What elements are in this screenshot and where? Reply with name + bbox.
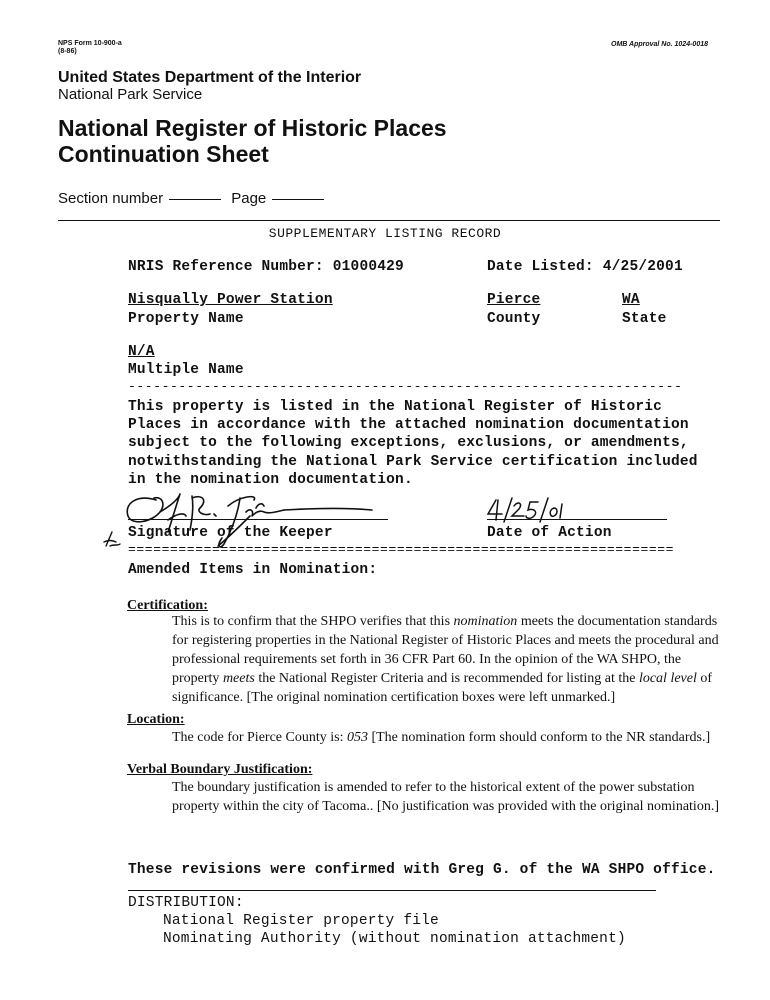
section-page-line [58,190,330,207]
statement-line: subject to the following exceptions, exclusions, or amendments, [128,435,689,452]
boundary-heading: Verbal Boundary Justification: [127,762,313,777]
text-run: This is to confirm that the SHPO verifies that this [172,614,454,629]
department-name: United States Department of the Interior [58,69,362,86]
page-number-blank [272,198,324,200]
header-rule [58,220,720,221]
state-value: WA [622,292,640,308]
nris-value: 01000429 [332,259,404,275]
date-listed-value: 4/25/2001 [602,259,683,275]
text-run: meets the documentation standards [517,614,718,629]
title-line-2: Continuation Sheet [58,141,269,167]
certification-heading: Certification: [127,598,208,613]
certification-line [172,612,732,631]
form-id: NPS Form 10-900-a [58,40,122,47]
location-text [172,728,732,747]
nris-label: NRIS Reference Number: [128,259,324,275]
multiple-name-label: Multiple Name [128,362,244,378]
form-id-block [58,40,122,56]
record-heading: SUPPLEMENTARY LISTING RECORD [268,226,502,241]
text-run: the National Register Criteria and is recommended for listing at the [254,671,639,686]
text-run: nomination [453,614,518,629]
distribution-list [163,912,626,948]
multiple-name-value: N/A [128,344,155,360]
text-run: property [172,671,223,686]
page-title [58,115,447,167]
dash-rule: ------------------------------------------------------------------ [128,379,683,394]
property-name-label: Property Name [128,311,244,327]
amended-heading: Amended Items in Nomination: [128,562,378,578]
service-name: National Park Service [58,86,203,103]
text-run: meets [222,671,255,686]
location-heading: Location: [127,712,185,727]
statement-line: This property is listed in the National Register of Historic [128,399,663,415]
text-run: local level [638,671,697,686]
certification-line [172,669,732,688]
certification-line: significance. [The original nomination certification boxes were left unmarked.] [172,690,616,705]
boundary-line: property within the city of Tacoma.. [No justification was provided with the original nomination.] [172,799,719,814]
statement-line: in the nomination documentation. [128,471,413,488]
certification-text [172,612,732,707]
section-number-blank [169,198,221,200]
date-listed-label: Date Listed: [487,259,594,275]
title-line-1: National Register of Historic Places [58,115,447,141]
county-label: County [487,311,541,327]
nris-reference [128,259,404,275]
form-date: (8-86) [58,48,77,55]
date-listed [487,259,683,275]
initials-mark [100,530,122,550]
text-run: The code for Pierce County is: [172,730,347,745]
equals-rule: ================================================================= [128,542,675,557]
statement-line: Places in accordance with the attached nomination documentation [128,417,689,434]
listing-statement [128,398,698,489]
distribution-rule [128,890,656,891]
county-code: 053 [346,730,368,745]
signature-label: Signature of the Keeper [128,525,333,541]
statement-line: notwithstanding the National Park Service certification included [128,453,698,470]
omb-approval: OMB Approval No. 1024-0018 [611,41,708,48]
distribution-item: Nominating Authority (without nomination attachment) [163,931,626,947]
distribution-label: DISTRIBUTION: [128,895,244,911]
text-run: [The nomination form should conform to the NR standards.] [367,730,711,745]
property-name-value: Nisqually Power Station [128,292,333,308]
boundary-line: The boundary justification is amended to refer to the historical extent of the power substation [172,780,695,795]
text-run: of [696,671,713,686]
date-of-action-label: Date of Action [487,525,612,541]
certification-line: for registering properties in the National Register of Historic Places and meets the procedural and [172,633,719,648]
state-label: State [622,311,667,327]
page-label: Page [231,190,267,207]
date-of-action-line [487,519,667,520]
section-number-label: Section number [58,190,164,207]
confirmation-note: These revisions were confirmed with Greg G. of the WA SHPO office. [128,862,716,878]
certification-line: professional requirements set forth in 36 CFR Part 60. In the opinion of the WA SHPO, the [172,652,682,667]
distribution-item: National Register property file [163,913,439,929]
boundary-text [172,778,732,816]
county-value: Pierce [487,292,541,308]
signature-line [128,519,388,520]
